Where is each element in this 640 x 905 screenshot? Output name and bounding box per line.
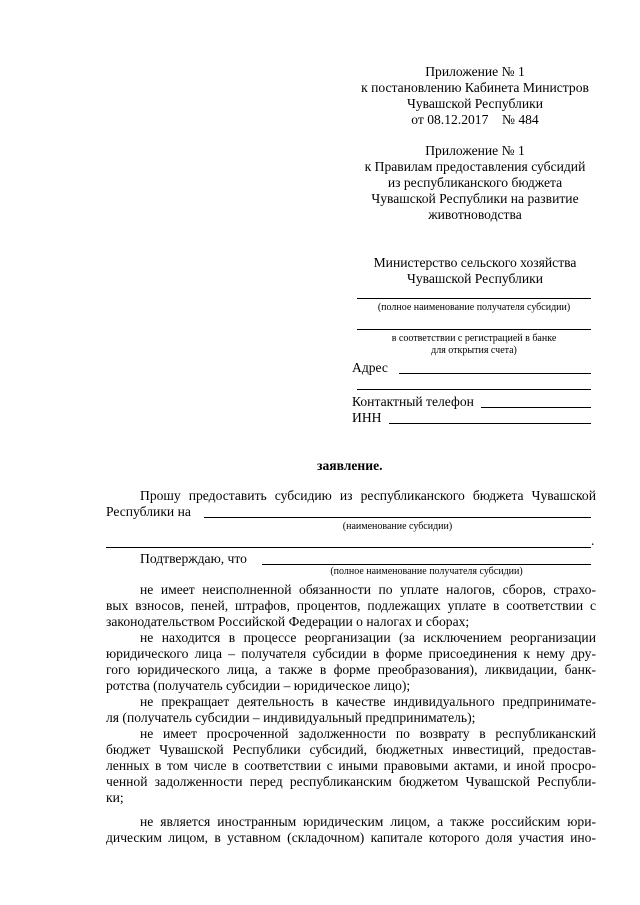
recipient-name-line[interactable] <box>357 298 591 299</box>
p2-line-2: юридического лица – получателя субсидии в форме присоединения к нему дру- <box>106 646 596 661</box>
p4-line-3: ленных в том числе в соответствии с иными правовыми актами, и иной просро- <box>106 758 596 773</box>
appendix2-line5: животноводства <box>428 207 522 222</box>
appendix1-line3: Чувашской Республики <box>407 96 543 111</box>
p4-line-2: бюджет Чувашской Республики субсидий, бюджетных инвестиций, предостав- <box>106 742 596 757</box>
request-end-dot: . <box>591 533 595 548</box>
confirm-recipient-hint: (полное наименование получателя субсидии) <box>330 566 523 577</box>
document-title: заявление. <box>317 458 383 473</box>
p4-line-1: не имеет просроченной задолженности по возврату в республиканский <box>140 726 596 741</box>
recipient-name-hint: (полное наименование получателя субсидии) <box>377 302 571 313</box>
appendix2-line2: к Правилам предоставления субсидий <box>364 159 586 174</box>
address-label: Адрес <box>352 360 388 375</box>
p1-line-1: не имеет неисполненной обязанности по уплате налогов, сборов, страхо- <box>140 582 596 597</box>
request-line-1: Прошу предоставить субсидию из республиканского бюджета Чувашской <box>140 488 596 503</box>
request-line-2: Республики на <box>106 504 191 519</box>
p1-line-2: вых взносов, пеней, штрафов, процентов, подлежащих уплате в соответствии с <box>106 598 596 613</box>
inn-label: ИНН <box>352 410 382 425</box>
p4-line-4: ченной задолженности перед республиканским бюджетом Чувашской Республи- <box>106 774 596 789</box>
p3-line-2: ля (получатель субсидии – индивидуальный предприниматель); <box>106 710 476 725</box>
phone-field[interactable] <box>481 407 591 408</box>
address-field[interactable] <box>399 373 591 374</box>
bank-registration-hint-2: для открытия счета) <box>431 345 517 356</box>
p1-line-3: законодательством Российской Федерации о налогах и сборах; <box>106 614 470 629</box>
p2-line-3: гого юридического лица, а также в форме преобразования), ликвидации, банк- <box>106 662 596 677</box>
appendix1-date-number: от 08.12.2017 № 484 <box>411 112 539 127</box>
address-field-line-2[interactable] <box>357 389 591 390</box>
appendix2-line4: Чувашской Республики на развитие <box>371 191 579 206</box>
addressee-line1: Министерство сельского хозяйства <box>373 255 577 270</box>
recipient-name-line-2[interactable] <box>357 329 591 330</box>
p2-line-4: ротства (получатель субсидии – юридическое лицо); <box>106 678 411 693</box>
p5-line-2: дическим лицом, в уставном (складочном) капитале которого доля участия ино- <box>106 830 596 845</box>
appendix2-line1: Приложение № 1 <box>425 143 525 158</box>
subsidy-name-field-2[interactable] <box>106 547 591 548</box>
addressee-line2: Чувашской Республики <box>407 271 543 286</box>
appendix2-line3: из республиканского бюджета <box>387 175 563 190</box>
phone-label: Контактный телефон <box>352 394 474 409</box>
subsidy-name-field[interactable] <box>204 517 591 518</box>
appendix1-line1: Приложение № 1 <box>425 64 525 79</box>
p3-line-1: не прекращает деятельность в качестве индивидуального предпринимате- <box>140 694 596 709</box>
inn-field[interactable] <box>389 423 591 424</box>
p5-line-1: не является иностранным юридическим лицом, а также российским юри- <box>140 814 596 829</box>
confirm-label: Подтверждаю, что <box>140 551 247 566</box>
appendix1-line2: к постановлению Кабинета Министров <box>361 80 589 95</box>
bank-registration-hint-1: в соответствии с регистрацией в банке <box>391 333 557 344</box>
subsidy-name-hint: (наименование субсидии) <box>342 521 453 532</box>
p2-line-1: не находится в процессе реорганизации (за исключением реорганизации <box>140 630 596 645</box>
confirm-recipient-field[interactable] <box>262 564 591 565</box>
p4-line-5: ки; <box>106 790 124 805</box>
